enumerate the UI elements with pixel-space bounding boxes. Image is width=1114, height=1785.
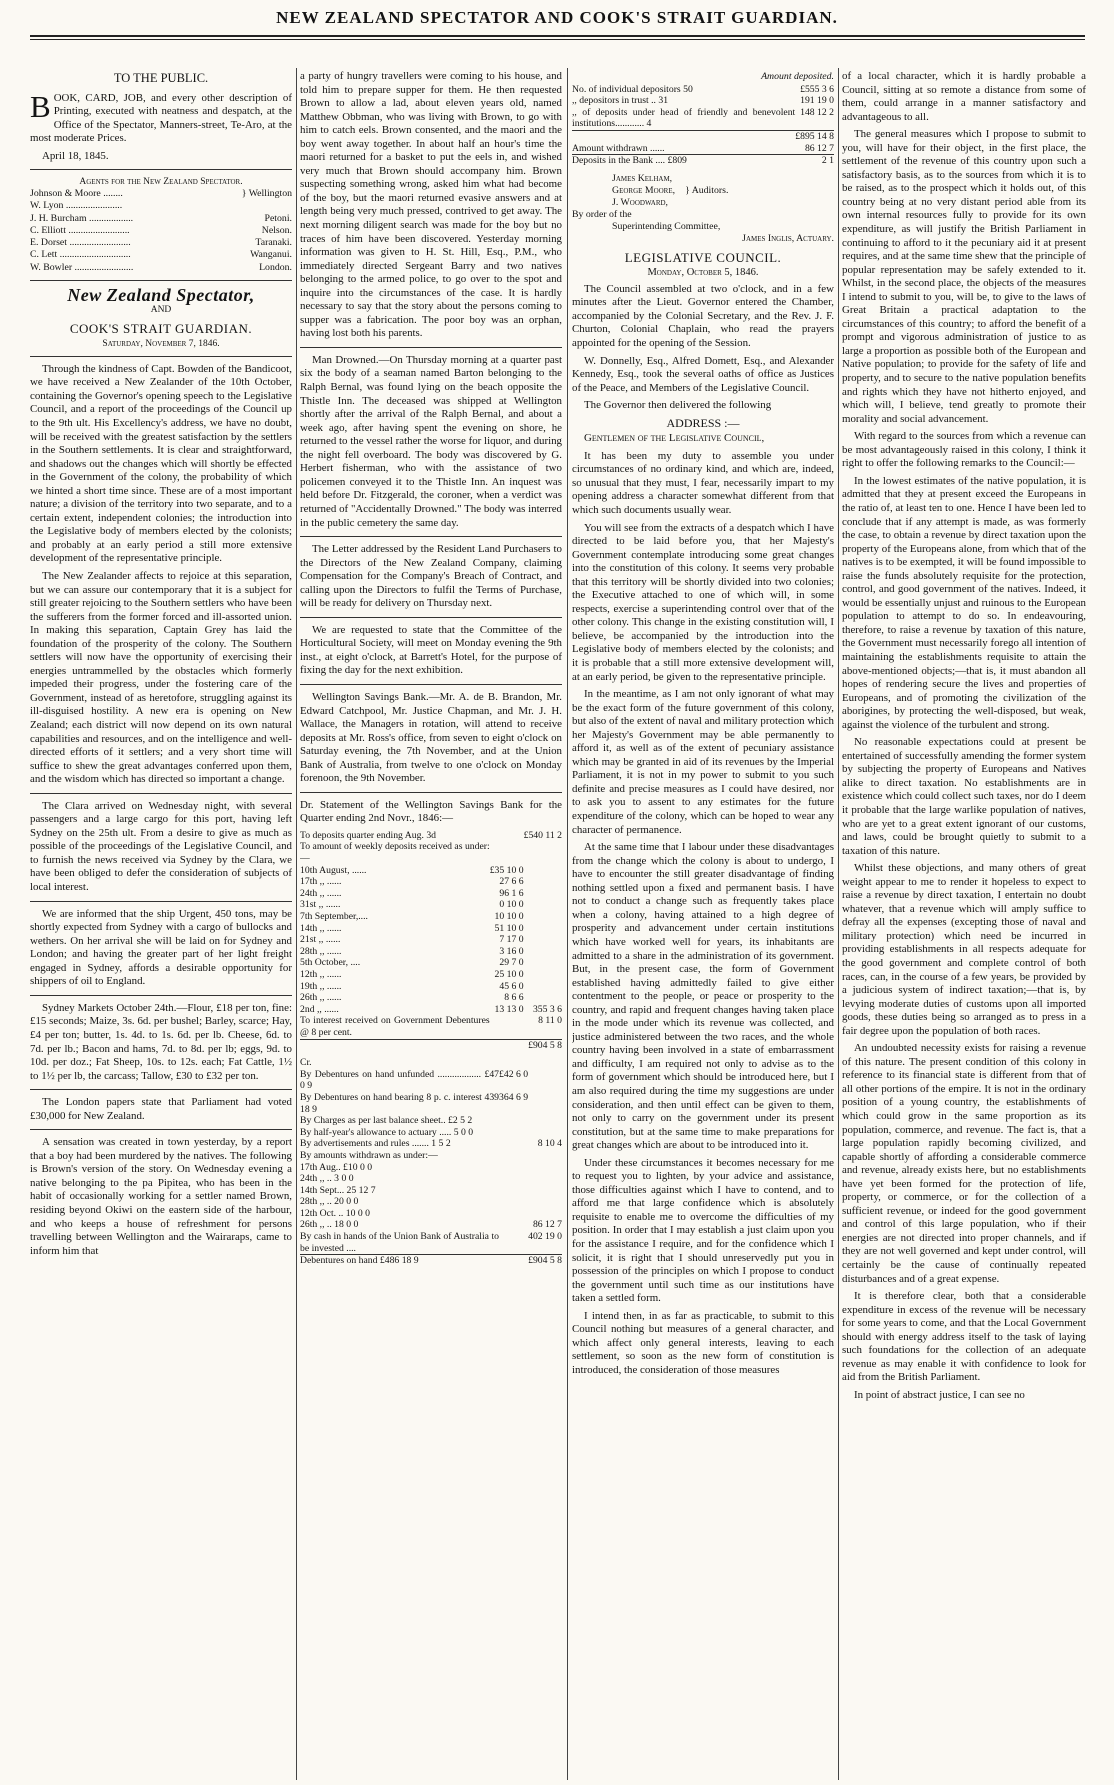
printing-notice: BOOK, CARD, JOB, and every other description of Printing, executed with neatness and despatch, at the Office of the Spectator, Manners-street, Te-Aro, at the most moderate Prices. xyxy=(30,88,292,145)
article-paragraph: I intend then, in as far as practicable, to submit to this Council nothing but measures of a general character, and which affect only general interests, leaving to each settlement, so soon as the new form of constitution is introduced, the consideration of those measures xyxy=(572,1309,834,1376)
notice-date: April 18, 1845. xyxy=(42,149,109,162)
cell-mid: 45 6 0 xyxy=(499,980,524,992)
cell-amt xyxy=(524,876,562,888)
cell-amt: 148 12 2 xyxy=(800,106,834,118)
article-paragraph: An undoubted necessity exists for raising a revenue of this nature. The present condition of this colony in reference to its financial state is different from that of all other portions of the empire. It is not in the ordinary position of a young country, the establishments of which could grow in the same proportion as its population, commerce, and revenue. The fact is, that a large population rapidly becoming civilized, and capable shortly of affording a considerable commerce and revenue, already exists here, but no establishments have yet been formed for the protection of life, property, or commerce, or for the collection of a sufficient revenue, or indeed for the good government and control of this large population, who if their energies are not directed into proper channels, and if they are not well governed and kept under control, will certainly be the cause of continually repeated disturbances and of a great expense. xyxy=(842,1042,1086,1285)
article-paragraph: No reasonable expectations could at present be entertained of successfully amending the former system by subjecting the property of Europeans and Natives alike to direct taxation. No establishments are in existence which could collect such taxes, nor do I deem it probable that the large warlike population of natives, who are yet to a great extent ignorant of our customs, and laws, could be brought quietly to submit to a taxation of this nature. xyxy=(842,736,1086,857)
article-paragraph: The Letter addressed by the Resident Land Purchasers to the Directors of the New Zealand Company, claiming Compensation for the Company's Breach of Contract, and calling upon the Directors to fulfil the Terms of Purchase, will be ready for delivery on Thursday next. xyxy=(300,543,562,610)
article-paragraph: With regard to the sources from which a revenue can be most advantageously raised in this colony, I think it right to offer the following remarks to the Council:— xyxy=(842,430,1086,470)
article-paragraph: The New Zealander affects to rejoice at this separation, but we can assure our contemporary that it is a subject for still greater rejoicing to the Southern settlers who have been the sufferers from the former forced and ill-assorted union. In making this separation, Captain Grey has laid the foundation of the prosperity of the colony. The Southern settlers will now have the opportunity of exercising their energies untrammelled by the obstacles which formerly impeded their progress, under the fostering care of the Government, instead of as heretofore, struggling against its ill-disguised hostility. A new era is opening on New Zealand; each district will now depend on its own natural capabilities and resources, and on the intelligence and well-directed efforts of it settlers; and a very short time will suffice to shew the great advantages conferred upon them, and the wisdom which has directed so important a change. xyxy=(30,570,292,786)
cell-mid: 51 10 0 xyxy=(494,922,524,934)
cell-label xyxy=(300,1039,490,1051)
table-row xyxy=(300,1150,562,1162)
cell-mid: 27 6 6 xyxy=(499,876,524,888)
cell-amt xyxy=(528,1196,562,1208)
cell-mid xyxy=(490,841,524,864)
cell-mid xyxy=(499,1255,528,1267)
address-title: ADDRESS :— xyxy=(666,415,740,430)
cell-label: 12th Oct. .. 10 0 0 xyxy=(300,1207,370,1219)
cell-mid xyxy=(499,1208,528,1220)
masthead: NEW ZEALAND SPECTATOR AND COOK'S STRAIT GUARDIAN. xyxy=(276,8,838,27)
cell-amt xyxy=(524,865,562,877)
table-row xyxy=(300,981,562,993)
article-paragraph: You will see from the extracts of a despatch which I have directed to be laid before you, that her Majesty's Government contemplate introducing some great changes into the constitution of this colony. It seems very probable that this territory will be shortly divided into two colonies; the Executive attached to one of which will, in some respects, exercise a superintending control over that of the other colony. This change in the existing constitution will, I believe, be accompanied by the introduction into the Legislative body of members elected by the colonists; and it is probable that a still more extensive development will, at an early period, be given to the representative principle. xyxy=(572,521,834,683)
cell-mid xyxy=(499,1150,528,1162)
auditor-name: James Kelham, xyxy=(612,172,673,184)
cell-label: Amount withdrawn ...... xyxy=(572,142,665,154)
table-row xyxy=(300,1231,562,1255)
paper-nameplate: New Zealand Spectator, xyxy=(67,284,255,305)
cell-label: To interest received on Government Debentures @ 8 per cent. xyxy=(300,1015,490,1038)
auditor-name: J. Woodward, xyxy=(612,196,669,208)
cell-label: By Debentures on hand unfunded .................. £47 0 9 xyxy=(300,1068,500,1092)
cell-amt: £895 14 8 xyxy=(795,130,834,142)
masthead-rule-thin xyxy=(30,39,1085,40)
cell-amt xyxy=(528,1069,562,1092)
notice-title: TO THE PUBLIC. xyxy=(113,71,209,85)
column-2 xyxy=(300,70,562,1780)
article-paragraph: Through the kindness of Capt. Bowden of the Bandicoot, we have received a New Zealander of the 10th October, containing the Governor's opening speech to the Legislative Council, and a report of the proceedings of the Council up to the 9th ult. His Excellency's address, we have no doubt, will be received with the greatest satisfaction by the settlers in the Southern settlements. It is clear and straightforward, and shadows out the changes which will shortly be effected in the Government of the colony, the probability of which we hinted a short time since. These are of a most important nature; a division of the territory into two separate, and to a certain extent, independent colonies; the introduction into the Legislative body of members elected by the colonists; and probably at an early period a still more extensive development of the representative principle. xyxy=(30,362,292,565)
table-row xyxy=(572,95,834,107)
table-row xyxy=(300,911,562,923)
table-row xyxy=(300,946,562,958)
cell-amt: £540 11 2 xyxy=(523,829,562,841)
table-row xyxy=(300,1004,562,1016)
agent-row: E. Dorset ......................... Taranaki. xyxy=(30,237,292,249)
cell-amt xyxy=(524,841,562,864)
cell-mid xyxy=(499,1196,528,1208)
cell-amt: 402 19 0 xyxy=(528,1231,562,1243)
table-row xyxy=(300,934,562,946)
cell-label: 26th ,, ...... xyxy=(300,992,342,1004)
savings-bank-statement-dr xyxy=(300,830,562,1051)
article-paragraph: Under these circumstances it becomes necessary for me to request you to lighten, by your advice and assistance, those difficulties against which I have to contend, and to afford me that large confidence which is absolutely requisite to enable me to overcome the difficulties of my position. In order that I may establish a just claim upon you for the assistance I require, and for the confidence which I solicit, it is right that I should unreservedly put you in possession of the principles on which I propose to conduct the government until such time as our institutions have taken a settled form. xyxy=(572,1156,834,1305)
article-paragraph: The London papers state that Parliament had voted £30,000 for New Zealand. xyxy=(30,1096,292,1122)
cell-label: To deposits quarter ending Aug. 3d xyxy=(300,829,437,841)
agents-title: Agents for the New Zealand Spectator. xyxy=(79,177,243,188)
cell-mid xyxy=(499,1138,528,1150)
cell-mid xyxy=(499,1219,528,1231)
table-row xyxy=(300,969,562,981)
cell-amt xyxy=(524,981,562,993)
column-divider xyxy=(567,68,568,1780)
cell-label: 21st ,, ...... xyxy=(300,934,341,946)
column-4 xyxy=(842,70,1086,1780)
table-row xyxy=(572,155,834,167)
agent-row: C. Lett ............................. Wanganui. xyxy=(30,249,292,261)
cell-amt xyxy=(524,992,562,1004)
table-row xyxy=(572,107,834,131)
article-paragraph: We are requested to state that the Committee of the Horticultural Society, will meet on Monday evening the 9th inst., at eight o'clock, at Barrett's Hotel, for the purpose of fixing the day for the next exhibition. xyxy=(300,623,562,677)
cell-mid xyxy=(499,1185,528,1197)
cell-label: 24th ,, .. 3 0 0 xyxy=(300,1173,354,1185)
agent-row: W. Lyon ....................... xyxy=(30,200,123,212)
statement-title: Dr. Statement of the Wellington Savings Bank for the Quarter ending 2nd Novr., 1846:— xyxy=(300,798,562,825)
cell-label: 28th ,, .. 20 0 0 xyxy=(300,1196,359,1208)
cell-mid: 13 13 0 xyxy=(494,1003,524,1015)
table-row xyxy=(300,899,562,911)
cell-label: 17th ,, ...... xyxy=(300,876,342,888)
cell-amt: 86 12 7 xyxy=(804,142,834,154)
table-row xyxy=(300,1039,562,1051)
table-row xyxy=(300,1162,562,1174)
cell-amt xyxy=(524,911,562,923)
cell-amt xyxy=(524,899,562,911)
table-row xyxy=(300,1069,562,1092)
table-row xyxy=(572,130,834,142)
article-paragraph: It has been my duty to assemble you under circumstances of no ordinary kind, and which are, indeed, so unusual that they must, I fear, necessarily impart to my opening address a character somewhat different from that which such documents usually wear. xyxy=(572,449,834,516)
cell-mid: 10 10 0 xyxy=(494,911,524,923)
cell-mid: 364 6 9 xyxy=(499,1091,529,1103)
article-paragraph: In the meantime, as I am not only ignorant of what may be the exact form of the future government of this colony, but also of the extent of naval and military protection which her Majesty's Government may be able permanently to afford it, as well as of the extent of pecuniary assistance which may be granted in aid of its revenues by the Imperial Parliament, it is not in my power to submit to you such definite and precise measures as I could have desired, nor to ask you to assent to any estimates for the future expenditure of the colony, which can be hoped to wear any character of permanence. xyxy=(572,688,834,836)
cell-label: 24th ,, ...... xyxy=(300,887,342,899)
address-salutation: Gentlemen of the Legislative Council, xyxy=(584,432,765,445)
cell-label: ,, depositors in trust .. 31 xyxy=(572,95,669,107)
column-divider xyxy=(296,68,297,1780)
cell-mid xyxy=(499,1127,528,1139)
savings-bank-statement-cr xyxy=(300,1057,562,1267)
agent-row: J. H. Burcham .................. Petoni. xyxy=(30,212,292,224)
cell-label: 12th ,, ...... xyxy=(300,969,342,981)
article-paragraph: In point of abstract justice, I can see no xyxy=(854,1388,1025,1401)
cell-amt xyxy=(528,1162,562,1174)
cell-label xyxy=(572,130,795,142)
cell-label: 17th Aug.. £10 0 0 xyxy=(300,1161,373,1173)
cell-amt: £904 5 8 xyxy=(524,1039,562,1051)
cell-mid: 25 10 0 xyxy=(494,969,524,981)
cell-amt xyxy=(528,1127,562,1139)
agent-row: C. Elliott ......................... Nelson. xyxy=(30,224,292,236)
cell-label: Debentures on hand £486 18 9 xyxy=(300,1255,499,1267)
council-title: LEGISLATIVE COUNCIL. xyxy=(624,249,782,265)
cell-amt: 191 19 0 xyxy=(800,95,834,107)
council-date: Monday, October 5, 1846. xyxy=(647,267,759,279)
table-row xyxy=(300,1115,562,1127)
table-row xyxy=(300,841,562,864)
table-row xyxy=(572,84,834,96)
cell-label: 10th August, ...... xyxy=(300,864,367,876)
cell-label: 19th ,, ...... xyxy=(300,980,342,992)
table-row xyxy=(300,1208,562,1220)
article-paragraph: At the same time that I labour under these disadvantages from the change which the colony is about to undergo, I have to encounter the still greater disadvantage of finding nothing settled upon a fixed and permanent basis. I have not to conduct a change such as frequently takes place when a colony, having attained to a high degree of prosperity and advancement under certain institutions which have worked well for years, its inhabitants are admitted to a share in the administration of its government. But, in the present case, the form of Government established having admittedly failed to give either contentment to the people, or peace or prosperity to the country, and rapid and frequent changes having taken place in the mode under which its revenue was collected, and justice administered between the two races, and the whole country having been involved in a state of embarrassment and difficulty, I am required not only to advise as to the form of government which should be introduced here, but I am also required during the time my suggestions are under consideration, and then until effect can be given to them, not only to carry on the government under its present constitution, but at the same time to make preparations for great changes which are about to be introduced into it. xyxy=(572,841,834,1152)
article-paragraph: Sydney Markets October 24th.—Flour, £18 per ton, fine: £15 seconds; Maize, 3s. 6d. per bushel; Barley, scarce; Hay, £4 per ton; butter, 1s. 4d. to 1s. 6d. per lb. Cheese, 6d. to 7d. per lb.; Bacon and hams, 7d. to 8d. per lb; eggs, 9d. to 10d. per doz.; Fat Sheep, 10s. to 12s. each; Fat Cattle, 1½ to 1½ per lb, the carcass; Tallow, £30 to £32 per ton. xyxy=(30,1001,292,1082)
table-row xyxy=(572,143,834,155)
column-divider xyxy=(838,68,839,1780)
table-row xyxy=(300,888,562,900)
cell-mid xyxy=(499,1173,528,1185)
cell-mid xyxy=(499,1231,528,1255)
article-paragraph: The Governor then delivered the following xyxy=(584,399,772,412)
cell-mid xyxy=(490,1039,524,1051)
cell-amt: 86 12 7 xyxy=(532,1219,562,1231)
article-paragraph: The Clara arrived on Wednesday night, with several passengers and a large cargo for this port, having left Sydney on the 25th ult. From a desire to give as much as possible of the proceedings of the Legislative Council, and to furnish the news received via Sydney by the Clara, we have been obliged to defer the consideration of subjects of local interest. xyxy=(30,799,292,894)
cell-amt xyxy=(528,1173,562,1185)
cell-amt xyxy=(528,1208,562,1220)
cell-amt xyxy=(524,923,562,935)
table-row xyxy=(300,1138,562,1150)
auditors-block xyxy=(612,173,834,209)
table-row xyxy=(300,1255,562,1267)
table-row xyxy=(300,1127,562,1139)
depositors-table xyxy=(572,84,834,167)
article-paragraph: a party of hungry travellers were coming to his house, and told him to prepare supper for them. He then requested Brown to allow a lad, about eleven years old, named Matthew Obbman, who was living with Brown, to go with him to catch eels. Brown consented, and the maori and the boy went away together. In about half an hour's time the maori returned for a basket to put the eels in, and wished very much that Brown should accompany him. Brown suspecting something wrong, asked him what had become of the boy, but the maori returned evasive answers and at length being very much pressed, contrived to get away. The next morning diligent search was made for the boy but no traces of him have been discovered. Yesterday morning information was given to H. St. Hill, Esq., P.M., who immediately directed Sergeant Barry and two natives belonging to the armed police, to go over to the spot and inquire into the circumstances of the case. It is hardly necessary to say that the story about the persons coming to supper was a fabrication. The poor boy was an orphan, having lost both his parents. xyxy=(300,70,562,340)
cell-amt xyxy=(528,1057,562,1069)
article-paragraph: Whilst these objections, and many others of great weight appear to me to render it hopeless to expect to raise a revenue by direct taxation, I entertain no doubt whatever, that a revenue which will amply suffice to defray all the expenses (excepting those of naval and military protection) which need be incurred in providing establishments in all respects adequate for the good government and complete control of both races, can, in the course of a few years, be provided by a judicious system of indirect taxation;—that is, by levying moderate duties of customs upon all imported goods, these duties being so arranged as to press in a fair degree upon the population of both races. xyxy=(842,862,1086,1037)
cell-amt xyxy=(528,1185,562,1197)
cell-mid: 8 6 6 xyxy=(504,992,524,1004)
order-by: By order of the xyxy=(572,208,632,220)
cell-mid xyxy=(490,1015,524,1039)
table-row xyxy=(300,830,562,842)
article-paragraph: Wellington Savings Bank.—Mr. A. de B. Brandon, Mr. Edward Catchpool, Mr. Justice Chapman, and Mr. J. H. Wallace, the Managers in rotation, will attend to receive deposits at Mr. Ross's office, from seven to eight o'clock on Saturday evening, the 7th November, and at the Union Bank of Australia, from twelve to one o'clock on Monday forenoon, the 9th November. xyxy=(300,690,562,785)
cell-mid: 0 10 0 xyxy=(499,899,524,911)
cell-amt xyxy=(524,888,562,900)
cell-mid xyxy=(499,1115,528,1127)
table-row xyxy=(300,1057,562,1069)
cell-amt xyxy=(528,1150,562,1162)
cell-label: By half-year's allowance to actuary ..... 5 0 0 xyxy=(300,1126,474,1138)
cell-amt: £904 5 8 xyxy=(528,1255,562,1267)
cell-label: Deposits in the Bank .... £809 xyxy=(572,155,795,167)
cell-amt: 355 3 6 xyxy=(532,1003,562,1015)
cell-mid xyxy=(499,1162,528,1174)
cell-mid: 7 17 0 xyxy=(499,934,524,946)
cell-label: No. of individual depositors 50 xyxy=(572,83,693,95)
cell-label: 14th ,, ...... xyxy=(300,922,342,934)
auditor-name: George Moore, xyxy=(612,184,676,196)
cell-label: ,, of deposits under head of friendly and benevolent institutions............ 4 xyxy=(572,106,796,130)
table-row xyxy=(300,1092,562,1115)
cell-amt: 8 11 0 xyxy=(538,1015,562,1027)
table-row xyxy=(300,876,562,888)
agent-row: Johnson & Moore ........ } Wellington xyxy=(30,188,292,200)
actuary: James Inglis, Actuary. xyxy=(742,232,834,244)
cell-amt xyxy=(528,1092,562,1115)
article-paragraph: W. Donnelly, Esq., Alfred Domett, Esq., and Alexander Kennedy, Esq., took the several oaths of office as Justices of the Peace, and Members of the Legislative Council. xyxy=(572,354,834,394)
cell-mid: £42 6 0 xyxy=(499,1068,529,1080)
cell-label: 26th ,, .. 18 0 0 xyxy=(300,1219,359,1231)
table-row xyxy=(300,957,562,969)
cell-label: 31st ,, ...... xyxy=(300,899,341,911)
table-row xyxy=(300,1185,562,1197)
article-paragraph: In the lowest estimates of the native population, it is admitted that they at present exceed the Europeans in the ratio of, at least ten to one. Hence I have been led to conclude that if any attempt is made, as was formerly the case, to obtain a revenue by direct taxation upon the property of the Europeans alone, from which that of the natives is to be exempted, it will be found impossible to raise the funds absolutely requisite for the protection, control, and good government of the natives. Indeed, it would be essentially unjust and ruinous to the European population to attempt to do so. In endeavouring, therefore, to raise a revenue by taxation of this nature, the Government must necessarily forego all intention of maintaining the establishments requisite to attain the above-mentioned objects;—that is, it must abandon all hopes of rendering secure the lives and properties of Europeans, and of promoting the civilization of the aborigines, by protecting the well-disposed, but weak, against the violence of the turbulent and strong. xyxy=(842,474,1086,731)
article-paragraph: We are informed that the ship Urgent, 450 tons, may be shortly expected from Sydney with a cargo of bullocks and wethers. On her arrival she will be laid on for Sydney and London; and having the greater part of her light freight engaged in Sydney, affords a desirable opportunity for shippers of oil to England. xyxy=(30,907,292,988)
article-paragraph: of a local character, which it is hardly probable a Council, sitting at so remote a distance from some of them, could arrange in a manner satisfactory and advantageous to all. xyxy=(842,70,1086,123)
table-row xyxy=(300,1219,562,1231)
column-3 xyxy=(572,70,834,1780)
cell-label: By Charges as per last balance sheet.. £2 5 2 xyxy=(300,1115,473,1127)
cell-amt xyxy=(528,1115,562,1127)
cell-label: 2nd ,, ...... xyxy=(300,1003,339,1015)
cell-mid: 96 1 6 xyxy=(499,887,524,899)
cell-mid: 3 16 0 xyxy=(499,945,524,957)
cell-mid: £35 10 0 xyxy=(489,864,524,876)
paper-subtitle: COOK'S STRAIT GUARDIAN. xyxy=(69,321,253,337)
masthead-rule xyxy=(30,35,1085,37)
cell-label: 5th October, .... xyxy=(300,957,361,969)
article-paragraph: It is therefore clear, both that a considerable expenditure in excess of the revenue will be necessary for some years to come, and that the Local Government should with energy address itself to the task of laying such foundations for the collection of an adequate revenue as may enable it with confidence to look for aid from the British Parliament. xyxy=(842,1290,1086,1384)
auditors-label: } Auditors. xyxy=(685,184,729,196)
cell-label: Cr. xyxy=(300,1057,312,1069)
cell-label: By advertisements and rules ....... 1 5 2 xyxy=(300,1138,451,1150)
table-row xyxy=(300,1173,562,1185)
cell-amt: 8 10 4 xyxy=(537,1138,562,1150)
cell-amt: 2 1 xyxy=(795,155,834,167)
cell-label: 14th Sept... 25 12 7 xyxy=(300,1184,376,1196)
article-paragraph: Man Drowned.—On Thursday morning at a quarter past six the body of a seaman named Barton belonging to the Ralph Bernal, was found lying on the beach opposite the Thistle Inn. The deceased was shipped at Wellington shortly after the arrival of the Ralph Bernal, and about a week ago, after having spent the evening on shore, he returned to the vessel rather the worse for liquor, and during the night fell overboard. The body was discovered by G. Herbert fisherman, who with the assistance of two policemen conveyed it to the Thistle Inn. An inquest was held before Dr. Fitzgerald, the coroner, when a verdict was returned of "Accidentally Drowned." The body was interred in the public cemetery the same day. xyxy=(300,353,562,529)
table-row xyxy=(300,992,562,1004)
nameplate-and: AND xyxy=(150,305,172,316)
table-row xyxy=(300,865,562,877)
cell-mid: 29 7 0 xyxy=(499,957,524,969)
deposit-header: Amount deposited. xyxy=(761,71,834,82)
cell-amt xyxy=(524,934,562,946)
agents-list xyxy=(30,188,292,273)
cell-label: 7th September,.... xyxy=(300,911,368,923)
table-row xyxy=(300,1196,562,1208)
article-paragraph: A sensation was created in town yesterday, by a report that a boy had been murdered by the natives. The following is Brown's version of the story. On Wednesday evening a native belonging to the pa Pipitea, who has been in the habit of occasionally working for a settler named Brown, residing beyond Okiwi on the eastern side of the harbour, and who keeps a house of refreshment for persons travelling between Wellington and the Wairaraps, came to inform him that xyxy=(30,1136,292,1257)
cell-amt xyxy=(524,957,562,969)
cell-mid xyxy=(499,1057,528,1069)
cell-amt xyxy=(524,969,562,981)
cell-label: To amount of weekly deposits received as under:— xyxy=(300,841,490,865)
cell-amt: £555 3 6 xyxy=(800,83,834,95)
cell-label: 28th ,, ...... xyxy=(300,945,342,957)
article-paragraph: The Council assembled at two o'clock, and in a few minutes after the Lieut. Governor entered the Chamber, accompanied by the Colonial Secretary, and the Rev. J. F. Churton, Colonial Chaplain, who read the prayers appointed for the opening of the Session. xyxy=(572,282,834,349)
committee: Superintending Committee, xyxy=(612,220,721,232)
cell-amt xyxy=(524,946,562,958)
issue-date: Saturday, November 7, 1846. xyxy=(102,338,220,349)
agent-row: W. Bowler ........................ London. xyxy=(30,261,292,273)
column-1 xyxy=(30,70,292,1780)
cell-label: By cash in hands of the Union Bank of Australia to be invested .... xyxy=(300,1231,500,1254)
cell-mid xyxy=(490,830,524,842)
table-row xyxy=(300,923,562,935)
cell-label: By Debentures on hand bearing 8 p. c. interest 439 18 9 xyxy=(300,1091,500,1115)
article-paragraph: The general measures which I propose to submit to you, will have for their object, in the first place, the settlement of the revenue of this country upon such a satisfactory basis, as to the sources from which it is to be raised, as to the prospect which it holds out, of this country being at no very distant period able from its own internal resources fully to provide for its own expenditure, as will justify the British Parliament in continuing to afford to it the pecuniary aid it at present requires, and at the same time shew that the principle of popular representation may be safely extended to it. Whilst, in the second place, the objects of the measures I intend to submit to you, will be, to give to the laws of Great Britain a practical adaptation to the circumstances of this country; to afford the benefit of a prompt and vigorous administration of justice to as large a proportion as possible both of the European and Native population; to provide for the safety of life and property, and to secure to the native population benefits and rights which they have not hitherto enjoyed, and which will, I believe, tend greatly to promote their morality and social advancement. xyxy=(842,128,1086,425)
cell-label: By amounts withdrawn as under:— xyxy=(300,1149,438,1161)
table-row xyxy=(300,1015,562,1039)
